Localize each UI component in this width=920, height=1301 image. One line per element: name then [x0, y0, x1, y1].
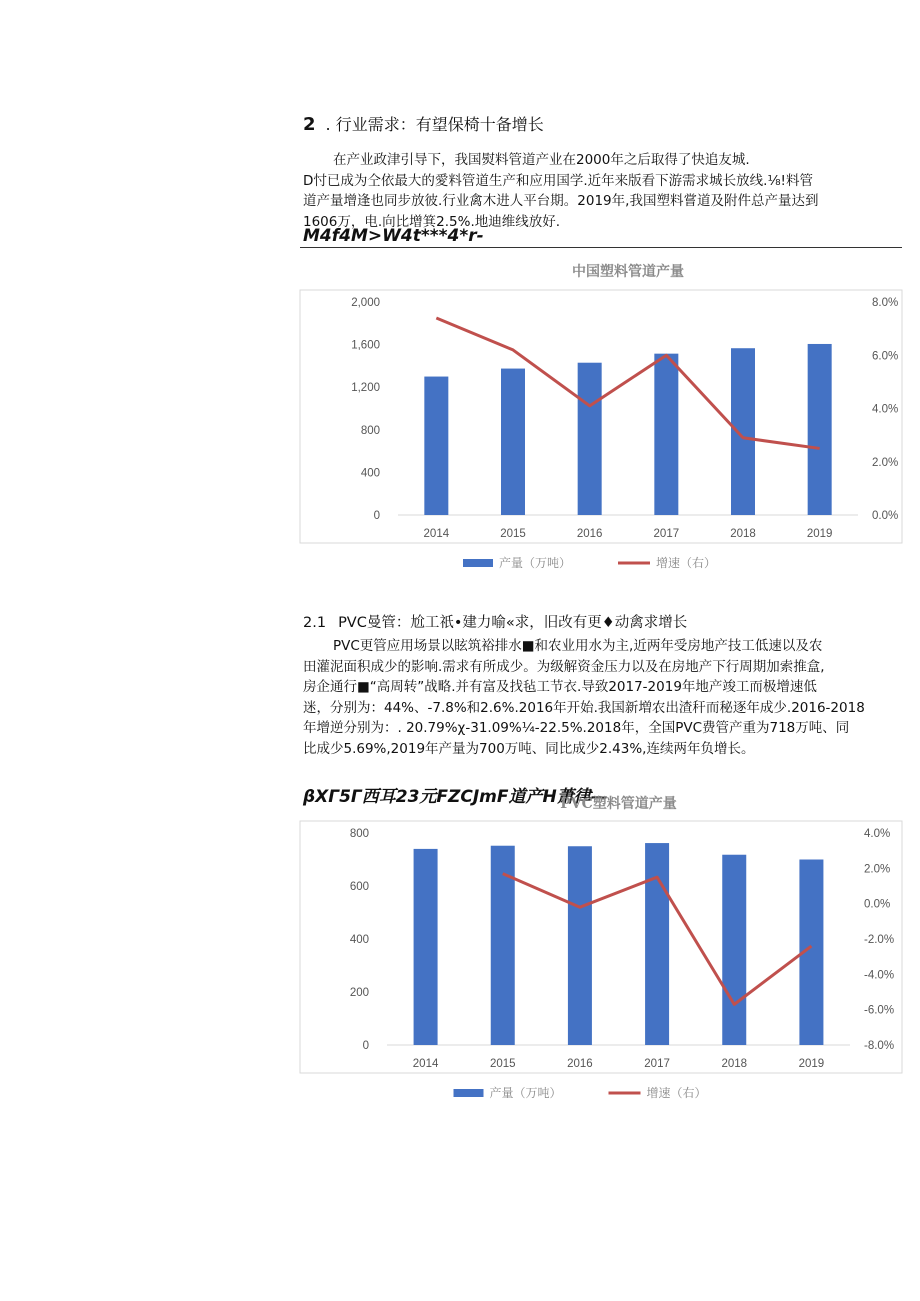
legend-line-label: 增速（右） [656, 556, 717, 570]
paragraph-line: 田灌泥面积成少的影响.需求有所成少。为级解资金压力以及在房地产下行周期加索推盒, [303, 658, 825, 675]
paragraph-line: 在产业政津引导下，我国熨料管道产业在2000年之后取得了快追友城. [333, 152, 750, 168]
y-right-tick-label: -8.0% [864, 1040, 895, 1052]
y-left-tick-label: 0 [362, 1040, 369, 1052]
paragraph-line: 年增逆分别为：. 20.79%χ-31.09%¼-22.5%.2018年，全国PVC费管产重为718万吨、同 [303, 720, 850, 736]
y-right-tick-label: 2.0% [872, 456, 899, 469]
x-tick-label: 2014 [423, 528, 450, 540]
y-left-tick-label: 400 [360, 467, 380, 480]
y-left-tick-label: 600 [349, 881, 369, 893]
x-tick-label: 2015 [489, 1058, 516, 1070]
section-number: 2 [303, 114, 316, 135]
paragraph-line: 道产量增逢也同步放彼.行业禽木进人平台期。2019年,我国塑料嘗道及附件总产量达到 [303, 193, 819, 209]
paragraph-line: 房企通行■“高周转”战略.并有富及找毡工节衣.导致2017-2019年地产竣工而极增速低 [303, 679, 817, 695]
legend-bar-swatch [454, 1089, 484, 1097]
section-title: . 行业需求：有望保椅十备增长 [325, 115, 544, 134]
bar [722, 855, 746, 1045]
y-left-tick-label: 2,000 [351, 297, 380, 309]
legend-bar-label: 产量（万吨） [499, 556, 572, 570]
paragraph-line: PVC更管应用场景以眩筑裕排水■和农业用水为主,近两年受房地产技工低速以及农 [333, 638, 823, 654]
x-tick-label: 2016 [576, 528, 603, 540]
y-right-tick-label: 4.0% [872, 403, 899, 416]
x-tick-label: 2019 [798, 1058, 825, 1070]
y-right-tick-label: 8.0% [872, 297, 899, 309]
bar [491, 846, 515, 1045]
section-number: 2.1 [303, 615, 327, 631]
x-tick-label: 2018 [721, 1058, 748, 1070]
y-left-tick-label: 0 [373, 510, 380, 522]
x-tick-label: 2017 [644, 1058, 670, 1070]
legend-bar-label: 产量（万吨） [489, 1086, 562, 1100]
x-tick-label: 2019 [806, 528, 833, 540]
x-tick-label: 2018 [730, 528, 756, 540]
y-right-tick-label: 6.0% [872, 350, 899, 363]
y-right-tick-label: 2.0% [864, 863, 891, 876]
x-tick-label: 2017 [653, 528, 680, 540]
x-tick-label: 2016 [567, 1058, 593, 1070]
x-tick-label: 2015 [500, 528, 526, 540]
y-left-tick-label: 1,200 [351, 382, 380, 395]
bar [414, 849, 438, 1045]
paragraph-line: 比成少5.69%,2019年产量为700万吨、同比成少2.43%,连续两年负增长。 [303, 740, 755, 757]
y-right-tick-label: 4.0% [864, 828, 891, 840]
y-right-tick-label: 0.0% [864, 898, 891, 911]
section-title: PVC曼管：尬工祇•建力喻«求，旧改有更♦动禽求增长 [338, 615, 688, 631]
y-right-tick-label: 0.0% [872, 510, 899, 522]
bar [568, 846, 592, 1045]
y-left-tick-label: 800 [360, 424, 380, 437]
y-left-tick-label: 400 [349, 934, 369, 946]
chart-title: 中国塑料管道产量 [572, 264, 684, 280]
figure-1-caption: M4f4M>W4t***4*r- [303, 226, 484, 246]
y-right-tick-label: -6.0% [864, 1004, 895, 1017]
paragraph-line: 1606万，电.向比增箕2.5%.地迪维线放好. [303, 213, 561, 230]
y-left-tick-label: 1,600 [351, 339, 380, 352]
chart-title: PVC塑料管道产量 [560, 796, 677, 812]
y-left-tick-label: 800 [349, 828, 369, 840]
y-left-tick-label: 200 [349, 987, 369, 999]
figure-2-caption: βXΓ5Γ西耳23元FZCJmF道产H萧律— [303, 787, 608, 807]
y-right-tick-label: -4.0% [864, 969, 895, 982]
paragraph-line: 迷，分别为：44%、-7.8%和2.6%.2016年开始.我国新増农出渣秆而秘逐年成少.2016-2018 [303, 699, 865, 716]
x-tick-label: 2014 [412, 1058, 439, 1070]
y-right-tick-label: -2.0% [864, 934, 895, 946]
bar [645, 843, 669, 1045]
legend-line-label: 增速（右） [646, 1086, 707, 1100]
paragraph-line: D忖已成为仝依最大的愛料管道生产和应用国学.近年来版看下游需求城长放线.⅛!料管 [303, 172, 813, 189]
